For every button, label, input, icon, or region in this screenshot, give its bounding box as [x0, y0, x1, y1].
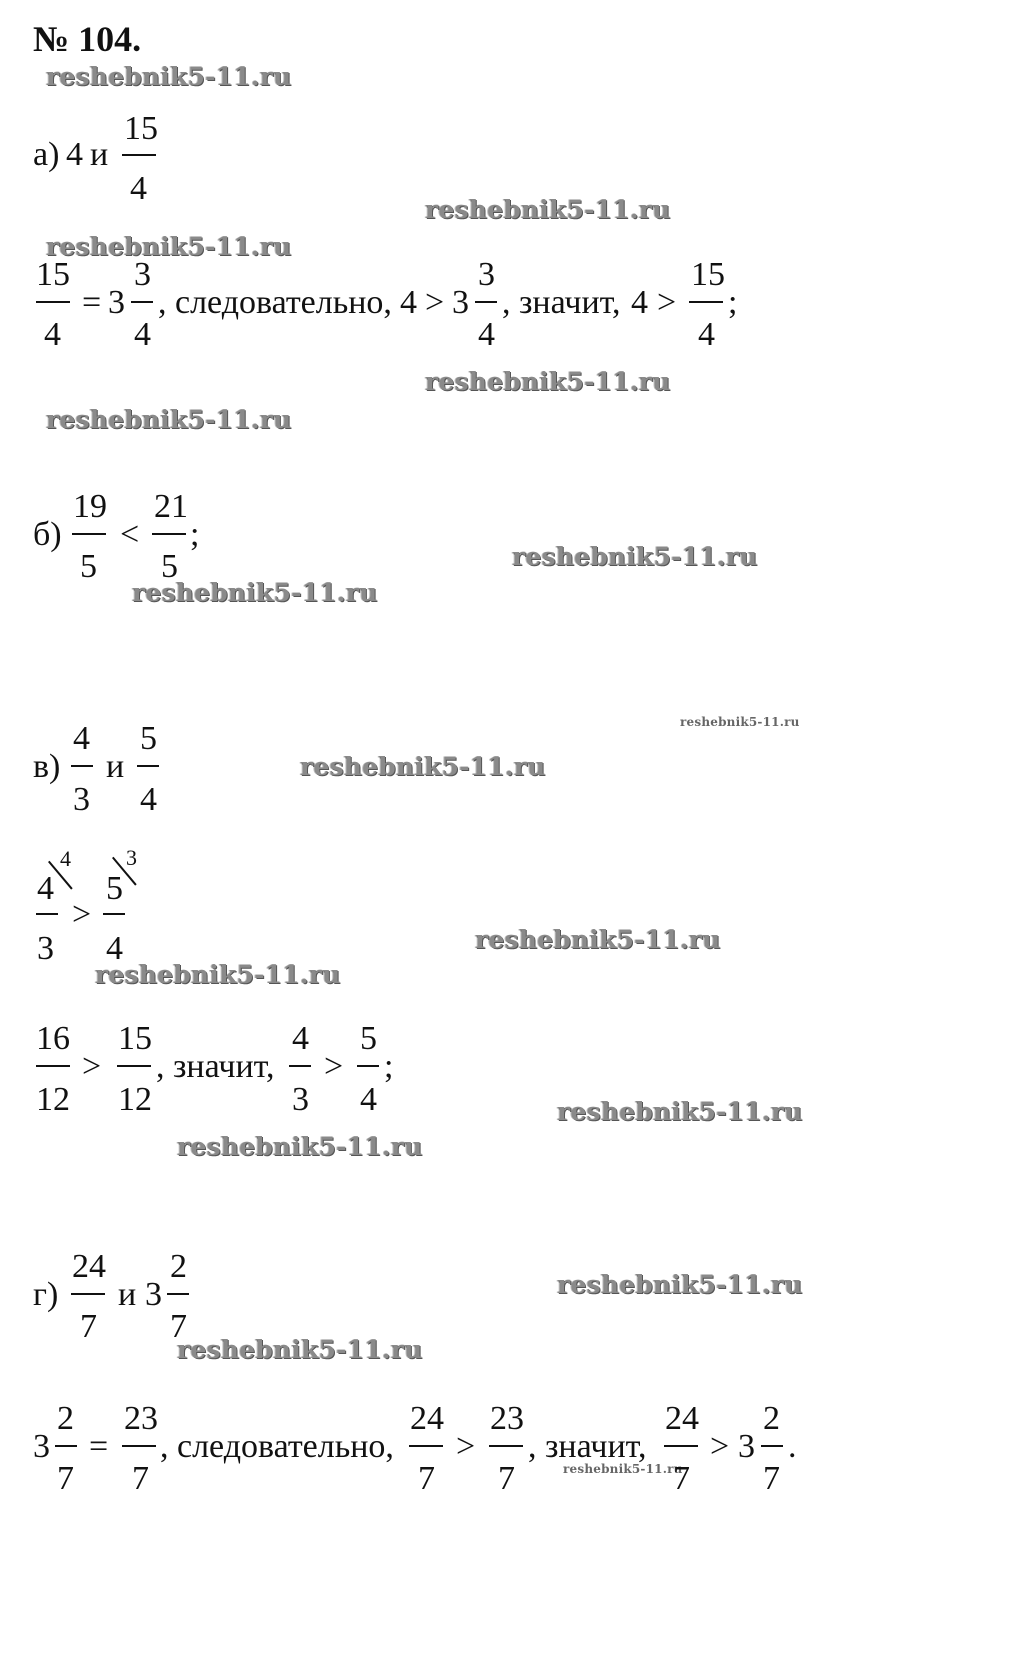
numerator: 15 [118, 1020, 152, 1057]
equals-sign: = [89, 1428, 109, 1465]
whole-number: 3 [145, 1276, 162, 1313]
numerator: 5 [106, 870, 123, 907]
fraction-bar [117, 1065, 151, 1067]
fraction-bar [36, 1065, 70, 1067]
problem-title: № 104. [33, 19, 142, 59]
denominator: 7 [498, 1460, 515, 1497]
greater-sign: > [425, 284, 445, 321]
denominator: 4 [140, 781, 157, 818]
denominator: 4 [478, 316, 495, 353]
fraction-bar [36, 913, 58, 915]
whole-number: 4 [631, 284, 648, 321]
denominator: 7 [170, 1308, 187, 1345]
whole-number: 3 [452, 284, 469, 321]
watermark: reshebnik5-11.ru [557, 1097, 803, 1126]
fraction-bar [761, 1445, 783, 1447]
watermark: reshebnik5-11.ru [46, 62, 292, 91]
denominator: 4 [360, 1081, 377, 1118]
fraction-bar [36, 301, 70, 303]
fraction-bar [152, 533, 186, 535]
fraction-bar [103, 913, 125, 915]
watermark: reshebnik5-11.ru [46, 405, 292, 434]
punctuation: . [788, 1428, 797, 1465]
fraction-bar [122, 154, 156, 156]
numerator: 15 [691, 256, 725, 293]
fraction-bar [137, 765, 159, 767]
punctuation: ; [384, 1048, 394, 1085]
watermark: reshebnik5-11.ru [557, 1270, 803, 1299]
watermark: reshebnik5-11.ru [512, 542, 758, 571]
whole-number: 3 [108, 284, 125, 321]
fraction-bar [289, 1065, 311, 1067]
denominator: 7 [418, 1460, 435, 1497]
watermark: reshebnik5-11.ru [177, 1132, 423, 1161]
conjunction: и [90, 136, 109, 173]
numerator: 2 [57, 1400, 74, 1437]
fraction-bar [409, 1445, 443, 1447]
fraction-bar [489, 1445, 523, 1447]
greater-sign: > [710, 1428, 730, 1465]
text: , следовательно, [160, 1428, 394, 1465]
denominator: 3 [292, 1081, 309, 1118]
watermark: reshebnik5-11.ru [300, 752, 546, 781]
denominator: 4 [44, 316, 61, 353]
conjunction: и [106, 748, 125, 785]
watermark: reshebnik5-11.ru [563, 1462, 683, 1476]
greater-sign: > [82, 1048, 102, 1085]
watermark: reshebnik5-11.ru [425, 195, 671, 224]
numerator: 23 [124, 1400, 158, 1437]
fraction-bar [55, 1445, 77, 1447]
part-label: а) [33, 136, 60, 173]
denominator: 3 [73, 781, 90, 818]
numerator: 23 [490, 1400, 524, 1437]
multiplier: 4 [60, 846, 71, 871]
denominator: 7 [132, 1460, 149, 1497]
fraction-bar [71, 765, 93, 767]
denominator: 4 [130, 170, 147, 207]
conjunction: и [118, 1276, 137, 1313]
watermark: reshebnik5-11.ru [95, 960, 341, 989]
text: , значит, [502, 284, 621, 321]
whole-number: 3 [33, 1428, 50, 1465]
text: , значит, [156, 1048, 275, 1085]
denominator: 7 [763, 1460, 780, 1497]
fraction-bar [357, 1065, 379, 1067]
fraction-bar [131, 301, 153, 303]
denominator: 4 [106, 930, 123, 967]
watermark: reshebnik5-11.ru [132, 578, 378, 607]
numerator: 24 [410, 1400, 444, 1437]
numerator: 5 [140, 720, 157, 757]
fraction-bar [689, 301, 723, 303]
text: , следовательно, [158, 284, 392, 321]
denominator: 5 [161, 548, 178, 585]
numerator: 16 [36, 1020, 70, 1057]
denominator: 5 [80, 548, 97, 585]
numerator: 2 [170, 1248, 187, 1285]
watermark: reshebnik5-11.ru [475, 925, 721, 954]
numerator: 4 [37, 870, 54, 907]
punctuation: ; [190, 516, 200, 553]
numerator: 4 [292, 1020, 309, 1057]
whole-number: 4 [66, 136, 83, 173]
denominator: 4 [698, 316, 715, 353]
numerator: 4 [73, 720, 90, 757]
equals-sign: = [82, 284, 102, 321]
numerator: 5 [360, 1020, 377, 1057]
fraction-bar [72, 533, 106, 535]
numerator: 3 [478, 256, 495, 293]
greater-sign: > [456, 1428, 476, 1465]
denominator: 12 [36, 1081, 70, 1118]
numerator: 19 [73, 488, 107, 525]
denominator: 3 [37, 930, 54, 967]
numerator: 15 [124, 110, 158, 147]
text: , значит, [528, 1428, 647, 1465]
greater-sign: > [72, 896, 92, 933]
fraction-bar [71, 1293, 105, 1295]
denominator: 7 [57, 1460, 74, 1497]
watermark: reshebnik5-11.ru [177, 1335, 423, 1364]
watermark: reshebnik5-11.ru [425, 367, 671, 396]
fraction-bar [122, 1445, 156, 1447]
denominator: 7 [80, 1308, 97, 1345]
denominator: 12 [118, 1081, 152, 1118]
fraction-bar [664, 1445, 698, 1447]
watermark: reshebnik5-11.ru [46, 232, 292, 261]
multiplier: 3 [126, 845, 137, 870]
greater-sign: > [657, 284, 677, 321]
watermark: reshebnik5-11.ru [680, 715, 800, 729]
numerator: 3 [134, 256, 151, 293]
numerator: 24 [72, 1248, 106, 1285]
numerator: 24 [665, 1400, 699, 1437]
part-label: г) [33, 1276, 59, 1313]
less-sign: < [120, 516, 140, 553]
punctuation: ; [728, 284, 738, 321]
fraction-bar [475, 301, 497, 303]
part-label: б) [33, 516, 62, 553]
greater-sign: > [324, 1048, 344, 1085]
numerator: 15 [36, 256, 70, 293]
denominator: 7 [673, 1460, 690, 1497]
part-label: в) [33, 748, 61, 785]
denominator: 4 [134, 316, 151, 353]
numerator: 21 [154, 488, 188, 525]
whole-number: 3 [738, 1428, 755, 1465]
numerator: 2 [763, 1400, 780, 1437]
whole-number: 4 [400, 284, 417, 321]
fraction-bar [167, 1293, 189, 1295]
